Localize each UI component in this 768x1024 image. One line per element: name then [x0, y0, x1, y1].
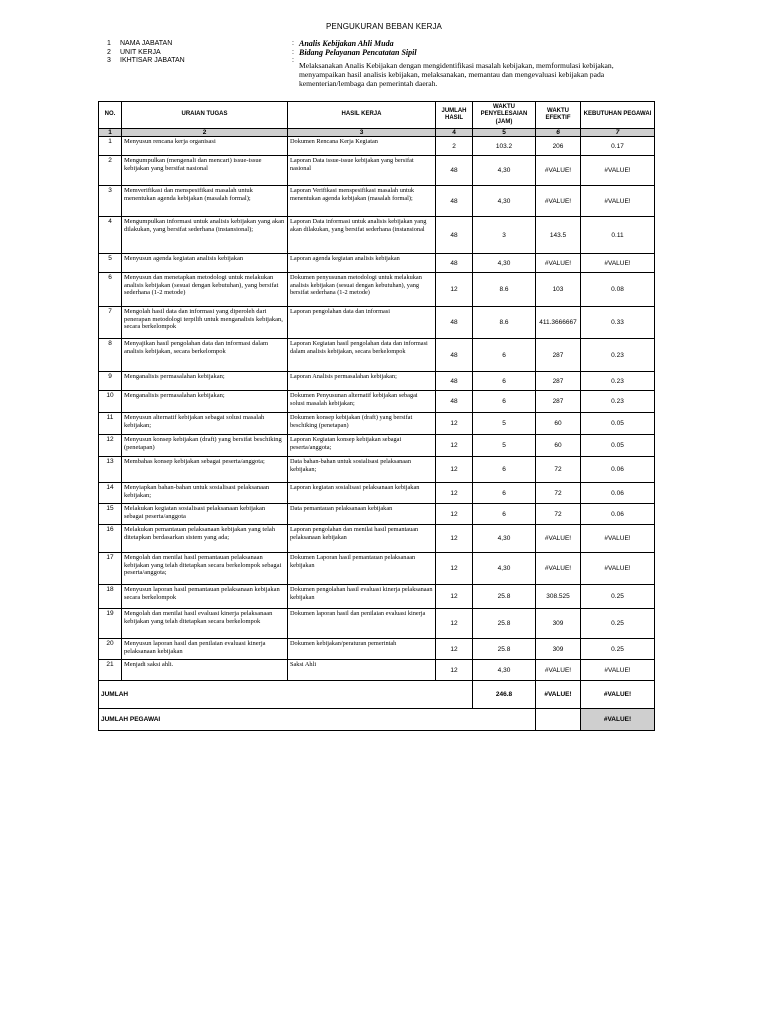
kebutuhan-pegawai: 0.05: [581, 413, 655, 435]
task-description: Mengolah dan menilai hasil evaluasi kinerja pelaksanaan kebijakan yang telah ditetapkan secara berkelompok: [122, 609, 288, 639]
kebutuhan-pegawai: #VALUE!: [581, 254, 655, 273]
row-number: 18: [99, 585, 122, 609]
waktu-penyelesaian: 5: [473, 435, 536, 457]
task-description: Menyusun dan menetapkan metodologi untuk melakukan analisis kebijakan (sesuai dengan kebutuhan), yang bersifat sederhana (1-2 metode): [122, 273, 288, 307]
kebutuhan-pegawai: 0.33: [581, 307, 655, 339]
kebutuhan-pegawai: 0.25: [581, 639, 655, 660]
jumlah-hasil: 12: [436, 273, 473, 307]
waktu-penyelesaian: 4,30: [473, 553, 536, 585]
task-description: Menyusun laporan hasil dan penilaian evaluasi kinerja pelaksanaan kebijakan: [122, 639, 288, 660]
task-description: Melakukan pemantauan pelaksanaan kebijakan yang telah ditetapkan berdasarkan sistem yang ada;: [122, 525, 288, 553]
total-pegawai: #VALUE!: [581, 681, 655, 709]
waktu-efektif: 411.3666667: [536, 307, 581, 339]
work-output: Dokumen Penyusunan alternatif kebijakan sebagai solusi masalah kebijakan;: [288, 391, 436, 413]
info-colon: :: [292, 57, 294, 64]
jumlah-hasil: 48: [436, 339, 473, 372]
table-row: [99, 435, 655, 457]
waktu-penyelesaian: 3: [473, 217, 536, 254]
job-info: [0, 40, 768, 90]
column-index: 1: [99, 129, 122, 137]
total-label: JUMLAH: [99, 681, 473, 709]
task-description: Membahas konsep kebijakan sebagai peserta/anggota;: [122, 457, 288, 483]
table-row: [99, 254, 655, 273]
work-output: Data bahan-bahan untuk sosialisasi pelaksanaan kebijakan;: [288, 457, 436, 483]
work-output: Dokumen penyusunan metodologi untuk melakukan analisis kebijakan (sesuai dengan kebutuhan), yang bersifat sederhana (1-2 metode): [288, 273, 436, 307]
table-header: [99, 102, 655, 129]
waktu-efektif: 72: [536, 483, 581, 504]
jumlah-hasil: 48: [436, 372, 473, 391]
header-hasil-kerja: HASIL KERJA: [288, 102, 436, 129]
table-row: [99, 525, 655, 553]
waktu-efektif: 287: [536, 391, 581, 413]
jumlah-hasil: 12: [436, 483, 473, 504]
info-num: 3: [107, 57, 111, 64]
kebutuhan-pegawai: 0.06: [581, 483, 655, 504]
header-waktu-penyelesaian: WAKTU PENYELESAIAN (JAM): [473, 102, 536, 129]
kebutuhan-pegawai: 0.11: [581, 217, 655, 254]
jumlah-hasil: 12: [436, 504, 473, 525]
jumlah-pegawai-value: #VALUE!: [581, 709, 655, 731]
work-output: Laporan kegiatan sosialisasi pelaksanaan kebijakan: [288, 483, 436, 504]
row-number: 20: [99, 639, 122, 660]
row-number: 6: [99, 273, 122, 307]
work-output: Dokumen konsep kebijakan (draft) yang bersifat beschiking (penetapan): [288, 413, 436, 435]
kebutuhan-pegawai: 0.23: [581, 391, 655, 413]
jumlah-hasil: 12: [436, 457, 473, 483]
ikhtisar-text: Melaksanakan Analis Kebijakan dengan mengidentifikasi masalah kebijakan, memformulasi kebijakan, menyampaikan hasil analisis kebijakan, melaksanakan, memantau dan mengevaluasi kebijakan pada kementerian/lembaga dan pemerintah daerah.: [299, 61, 614, 88]
jumlah-hasil: 12: [436, 525, 473, 553]
waktu-penyelesaian: 25.8: [473, 585, 536, 609]
waktu-penyelesaian: 4,30: [473, 156, 536, 186]
info-num: 1: [107, 40, 111, 47]
row-number: 10: [99, 391, 122, 413]
row-number: 2: [99, 156, 122, 186]
jumlah-hasil: 12: [436, 435, 473, 457]
task-description: Menyusun alternatif kebijakan sebagai solusi masalah kebijakan;: [122, 413, 288, 435]
work-output: Laporan Kegiatan konsep kebijakan sebagai peserta/anggota;: [288, 435, 436, 457]
jumlah-hasil: 48: [436, 156, 473, 186]
table-row: [99, 639, 655, 660]
jumlah-pegawai-label: JUMLAH PEGAWAI: [99, 709, 536, 731]
task-description: Menyajikan hasil pengolahan data dan informasi dalam analisis kebijakan, secara berkelompok: [122, 339, 288, 372]
total-waktu: 246.8: [473, 681, 536, 709]
task-description: Menganalisis permasalahan kebijakan;: [122, 391, 288, 413]
waktu-efektif: #VALUE!: [536, 525, 581, 553]
table-row: [99, 483, 655, 504]
kebutuhan-pegawai: #VALUE!: [581, 156, 655, 186]
work-output: Laporan Data issue-issue kebijakan yang bersifat nasional: [288, 156, 436, 186]
kebutuhan-pegawai: #VALUE!: [581, 525, 655, 553]
table-row: [99, 609, 655, 639]
kebutuhan-pegawai: 0.06: [581, 504, 655, 525]
column-index: 3: [288, 129, 436, 137]
jumlah-pegawai-row: [99, 709, 655, 731]
task-description: Mengolah hasil data dan informasi yang diperoleh dari penerapan metodologi terpilih untuk menganalisis kebijakan, secara berkelompok: [122, 307, 288, 339]
row-number: 11: [99, 413, 122, 435]
kebutuhan-pegawai: 0.17: [581, 137, 655, 156]
row-number: 16: [99, 525, 122, 553]
jumlah-hasil: 2: [436, 137, 473, 156]
task-description: Menyiapkan bahan-bahan untuk sosialisasi pelaksanaan kebijakan;: [122, 483, 288, 504]
row-number: 12: [99, 435, 122, 457]
header-waktu-efektif: WAKTU EFEKTIF: [536, 102, 581, 129]
jumlah-hasil: 48: [436, 254, 473, 273]
column-index: 4: [436, 129, 473, 137]
waktu-efektif: 103: [536, 273, 581, 307]
table-row: [99, 339, 655, 372]
waktu-penyelesaian: 25.8: [473, 609, 536, 639]
task-description: Menyusun agenda kegiatan analisis kebijakan: [122, 254, 288, 273]
table-row: [99, 137, 655, 156]
total-efektif: #VALUE!: [536, 681, 581, 709]
table-row: [99, 660, 655, 681]
work-output: Dokumen pengolahan hasil evaluasi kinerja pelaksanaan kebijakan: [288, 585, 436, 609]
row-number: 5: [99, 254, 122, 273]
work-output: Laporan agenda kegiatan analisis kebijakan: [288, 254, 436, 273]
kebutuhan-pegawai: 0.05: [581, 435, 655, 457]
info-label-unit-kerja: UNIT KERJA: [120, 49, 161, 56]
kebutuhan-pegawai: 0.25: [581, 585, 655, 609]
jumlah-hasil: 12: [436, 639, 473, 660]
table-row: [99, 156, 655, 186]
waktu-efektif: 309: [536, 609, 581, 639]
waktu-penyelesaian: 5: [473, 413, 536, 435]
table-row: [99, 186, 655, 217]
row-number: 8: [99, 339, 122, 372]
waktu-penyelesaian: 6: [473, 372, 536, 391]
table-row: [99, 217, 655, 254]
column-index: 2: [122, 129, 288, 137]
task-description: Menganalisis permasalahan kebijakan;: [122, 372, 288, 391]
work-output: Laporan Verifikasi menspesifikasi masalah untuk menentukan agenda kebijakan (masalah formal);: [288, 186, 436, 217]
column-index: 7: [581, 129, 655, 137]
waktu-efektif: 287: [536, 372, 581, 391]
task-description: Mengolah dan menilai hasil pemantauan pelaksanaan kebijakan yang telah ditetapkan secara berkelompok sebagai peserta/anggota;: [122, 553, 288, 585]
waktu-efektif: 143.5: [536, 217, 581, 254]
header-no: NO.: [99, 102, 122, 129]
work-output: Laporan pengolahan data dan informasi: [288, 307, 436, 339]
info-colon: :: [292, 49, 294, 56]
task-description: Memverifikasi dan menspesifikasi masalah untuk menentukan agenda kebijakan (masalah formal);: [122, 186, 288, 217]
table-row: [99, 457, 655, 483]
table-row: [99, 391, 655, 413]
column-index: 6: [536, 129, 581, 137]
waktu-penyelesaian: 4,30: [473, 254, 536, 273]
info-colon: :: [292, 40, 294, 47]
task-description: Melakukan kegiatan sosialisasi pelaksanaan kebijakan sebagai peserta/anggota: [122, 504, 288, 525]
waktu-efektif: 287: [536, 339, 581, 372]
waktu-efektif: 72: [536, 504, 581, 525]
waktu-penyelesaian: 6: [473, 339, 536, 372]
table-row: [99, 273, 655, 307]
work-output: Dokumen kebijakan/peraturan pemerintah: [288, 639, 436, 660]
workload-table: [98, 101, 655, 731]
table-row: [99, 585, 655, 609]
waktu-penyelesaian: 6: [473, 457, 536, 483]
empty-cell: [536, 709, 581, 731]
row-number: 14: [99, 483, 122, 504]
work-output: Laporan pengolahan dan menilai hasil pemantauan pelaksanaan kebijakan: [288, 525, 436, 553]
kebutuhan-pegawai: #VALUE!: [581, 660, 655, 681]
info-value-nama-jabatan: Analis Kebijakan Ahli Muda: [299, 39, 394, 48]
work-output: Saksi Ahli: [288, 660, 436, 681]
info-label-nama-jabatan: NAMA JABATAN: [120, 40, 173, 47]
row-number: 15: [99, 504, 122, 525]
table-row: [99, 413, 655, 435]
task-description: Menyusun laporan hasil pemantauan pelaksanaan kebijakan secara berkelompok: [122, 585, 288, 609]
header-uraian-tugas: URAIAN TUGAS: [122, 102, 288, 129]
jumlah-hasil: 12: [436, 660, 473, 681]
work-output: Dokumen laporan hasil dan penilaian evaluasi kinerja: [288, 609, 436, 639]
kebutuhan-pegawai: 0.06: [581, 457, 655, 483]
kebutuhan-pegawai: 0.23: [581, 372, 655, 391]
task-description: Menjadi saksi ahli.: [122, 660, 288, 681]
row-number: 7: [99, 307, 122, 339]
column-index-row: [99, 129, 655, 137]
table-row: [99, 504, 655, 525]
waktu-efektif: 60: [536, 435, 581, 457]
waktu-penyelesaian: 6: [473, 483, 536, 504]
row-number: 3: [99, 186, 122, 217]
waktu-penyelesaian: 4,30: [473, 186, 536, 217]
waktu-penyelesaian: 103.2: [473, 137, 536, 156]
kebutuhan-pegawai: 0.08: [581, 273, 655, 307]
waktu-efektif: 206: [536, 137, 581, 156]
kebutuhan-pegawai: 0.23: [581, 339, 655, 372]
jumlah-hasil: 12: [436, 609, 473, 639]
work-output: Dokumen Rencana Kerja Kegiatan: [288, 137, 436, 156]
waktu-efektif: 309: [536, 639, 581, 660]
row-number: 21: [99, 660, 122, 681]
jumlah-hasil: 48: [436, 186, 473, 217]
table-row: [99, 553, 655, 585]
waktu-efektif: #VALUE!: [536, 156, 581, 186]
waktu-penyelesaian: 8.6: [473, 273, 536, 307]
row-number: 17: [99, 553, 122, 585]
jumlah-hasil: 12: [436, 413, 473, 435]
waktu-penyelesaian: 4,30: [473, 660, 536, 681]
work-output: Data pemantauan pelaksanaan kebijakan: [288, 504, 436, 525]
row-number: 9: [99, 372, 122, 391]
jumlah-hasil: 48: [436, 391, 473, 413]
work-output: Laporan Data informasi untuk analisis kebijakan yang akan dilakukan, yang bersifat sederhana (instansional: [288, 217, 436, 254]
info-value-unit-kerja: Bidang Pelayanan Pencatatan Sipil: [299, 48, 417, 57]
waktu-efektif: 72: [536, 457, 581, 483]
waktu-efektif: #VALUE!: [536, 660, 581, 681]
jumlah-hasil: 48: [436, 217, 473, 254]
waktu-efektif: 60: [536, 413, 581, 435]
waktu-efektif: #VALUE!: [536, 186, 581, 217]
jumlah-hasil: 48: [436, 307, 473, 339]
waktu-efektif: #VALUE!: [536, 553, 581, 585]
task-description: Menyusun konsep kebijakan (draft) yang bersifat beschiking (penetapan): [122, 435, 288, 457]
task-description: Mengumpulkan informasi untuk analisis kebijakan yang akan dilakukan, yang bersifat sederhana (instansional);: [122, 217, 288, 254]
jumlah-hasil: 12: [436, 585, 473, 609]
total-row: [99, 681, 655, 709]
task-description: Mengumpulkan (mengenali dan mencari) issue-issue kebijakan yang bersifat nasional: [122, 156, 288, 186]
row-number: 13: [99, 457, 122, 483]
waktu-efektif: 308.525: [536, 585, 581, 609]
work-output: Dokumen Laporan hasil pemantauan pelaksanaan kebijakan: [288, 553, 436, 585]
info-num: 2: [107, 49, 111, 56]
kebutuhan-pegawai: 0.25: [581, 609, 655, 639]
waktu-penyelesaian: 8.6: [473, 307, 536, 339]
row-number: 4: [99, 217, 122, 254]
kebutuhan-pegawai: #VALUE!: [581, 186, 655, 217]
waktu-penyelesaian: 6: [473, 391, 536, 413]
header-jumlah-hasil: JUMLAH HASIL: [436, 102, 473, 129]
header-kebutuhan-pegawai: KEBUTUHAN PEGAWAI: [581, 102, 655, 129]
waktu-penyelesaian: 4,30: [473, 525, 536, 553]
waktu-penyelesaian: 6: [473, 504, 536, 525]
kebutuhan-pegawai: #VALUE!: [581, 553, 655, 585]
waktu-efektif: #VALUE!: [536, 254, 581, 273]
table-row: [99, 307, 655, 339]
column-index: 5: [473, 129, 536, 137]
row-number: 1: [99, 137, 122, 156]
row-number: 19: [99, 609, 122, 639]
jumlah-hasil: 12: [436, 553, 473, 585]
work-output: Laporan Kegiatan hasil pengolahan data dan informasi dalam analisis kebijakan, secara berkelompok: [288, 339, 436, 372]
page-title: PENGUKURAN BEBAN KERJA: [325, 22, 442, 31]
work-output: Laporan Analisis permasalahan kebijakan;: [288, 372, 436, 391]
task-description: Menyusun rencana kerja organisasi: [122, 137, 288, 156]
info-label-ikhtisar-jabatan: IKHTISAR JABATAN: [120, 57, 185, 64]
waktu-penyelesaian: 25.8: [473, 639, 536, 660]
table-row: [99, 372, 655, 391]
